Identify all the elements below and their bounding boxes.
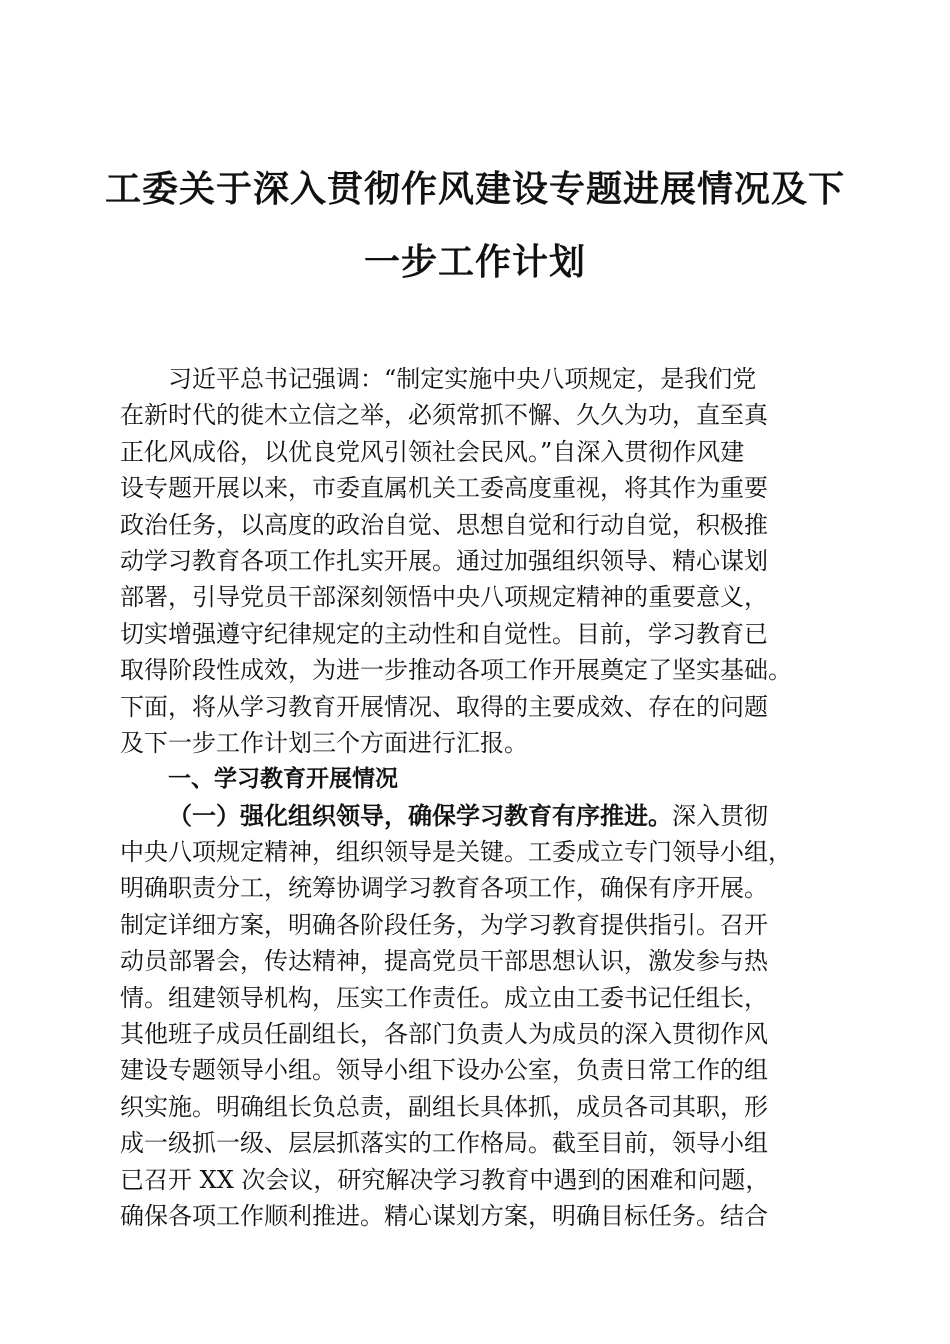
- paragraph-line: 政治任务，以高度的政治自觉、思想自觉和行动自觉，积极推: [120, 510, 768, 539]
- paragraph-line: 动学习教育各项工作扎实开展。通过加强组织领导、精心谋划: [120, 546, 768, 575]
- paragraph-line: 设专题开展以来，市委直属机关工委高度重视，将其作为重要: [120, 474, 768, 503]
- intro-paragraph: [120, 361, 840, 761]
- paragraph-line: 情。组建领导机构，压实工作责任。成立由工委书记任组长，: [120, 983, 768, 1012]
- section-heading: 一、学习教育开展情况: [168, 766, 398, 793]
- paragraph-line: 动员部署会，传达精神，提高党员干部思想认识，激发参与热: [120, 947, 768, 976]
- paragraph-line: 其他班子成员任副组长，各部门负责人为成员的深入贯彻作风: [120, 1020, 768, 1049]
- paragraph-line: 习近平总书记强调：“制定实施中央八项规定，是我们党: [168, 365, 757, 393]
- paragraph-line: 取得阶段性成效，为进一步推动各项工作开展奠定了坚实基础。: [120, 656, 792, 685]
- paragraph-line: 在新时代的徙木立信之举，必须常抓不懈、久久为功，直至真: [120, 401, 768, 430]
- document-body: [120, 361, 840, 1234]
- paragraph-line: 建设专题领导小组。领导小组下设办公室，负责日常工作的组: [120, 1056, 768, 1085]
- paragraph-line: 中央八项规定精神，组织领导是关键。工委成立专门领导小组，: [120, 838, 792, 867]
- paragraph-line: 制定详细方案，明确各阶段任务，为学习教育提供指引。召开: [120, 910, 768, 939]
- subsection-paragraph: [120, 798, 840, 1235]
- document-title-line-2: 一步工作计划: [363, 242, 586, 283]
- subsection-lead: （一）强化组织领导，确保学习教育有序推进。: [168, 800, 672, 830]
- paragraph-line: 织实施。明确组长负总责，副组长具体抓，成员各司其职，形: [120, 1092, 768, 1121]
- paragraph-line: 成一级抓一级、层层抓落实的工作格局。截至目前，领导小组: [120, 1129, 768, 1158]
- paragraph-line: 下面，将从学习教育开展情况、取得的主要成效、存在的问题: [120, 692, 768, 721]
- paragraph-line: 已召开 XX 次会议，研究解决学习教育中遇到的困难和问题，: [120, 1165, 770, 1194]
- paragraph-line: 部署，引导党员干部深刻领悟中央八项规定精神的重要意义，: [120, 583, 768, 612]
- paragraph-line: 确保各项工作顺利推进。精心谋划方案，明确目标任务。结合: [120, 1201, 768, 1230]
- document-title-line-1: 工委关于深入贯彻作风建设专题进展情况及下: [104, 169, 845, 210]
- subsection-first-line: [120, 798, 840, 834]
- paragraph-line: 切实增强遵守纪律规定的主动性和自觉性。目前，学习教育已: [120, 619, 768, 648]
- subsection-lead-rest: 深入贯彻: [672, 801, 768, 830]
- paragraph-line: 明确职责分工，统筹协调学习教育各项工作，确保有序开展。: [120, 874, 768, 903]
- paragraph-line: 及下一步工作计划三个方面进行汇报。: [120, 728, 528, 757]
- paragraph-line: 正化风成俗，以优良党风引领社会民风。”自深入贯彻作风建: [120, 437, 745, 466]
